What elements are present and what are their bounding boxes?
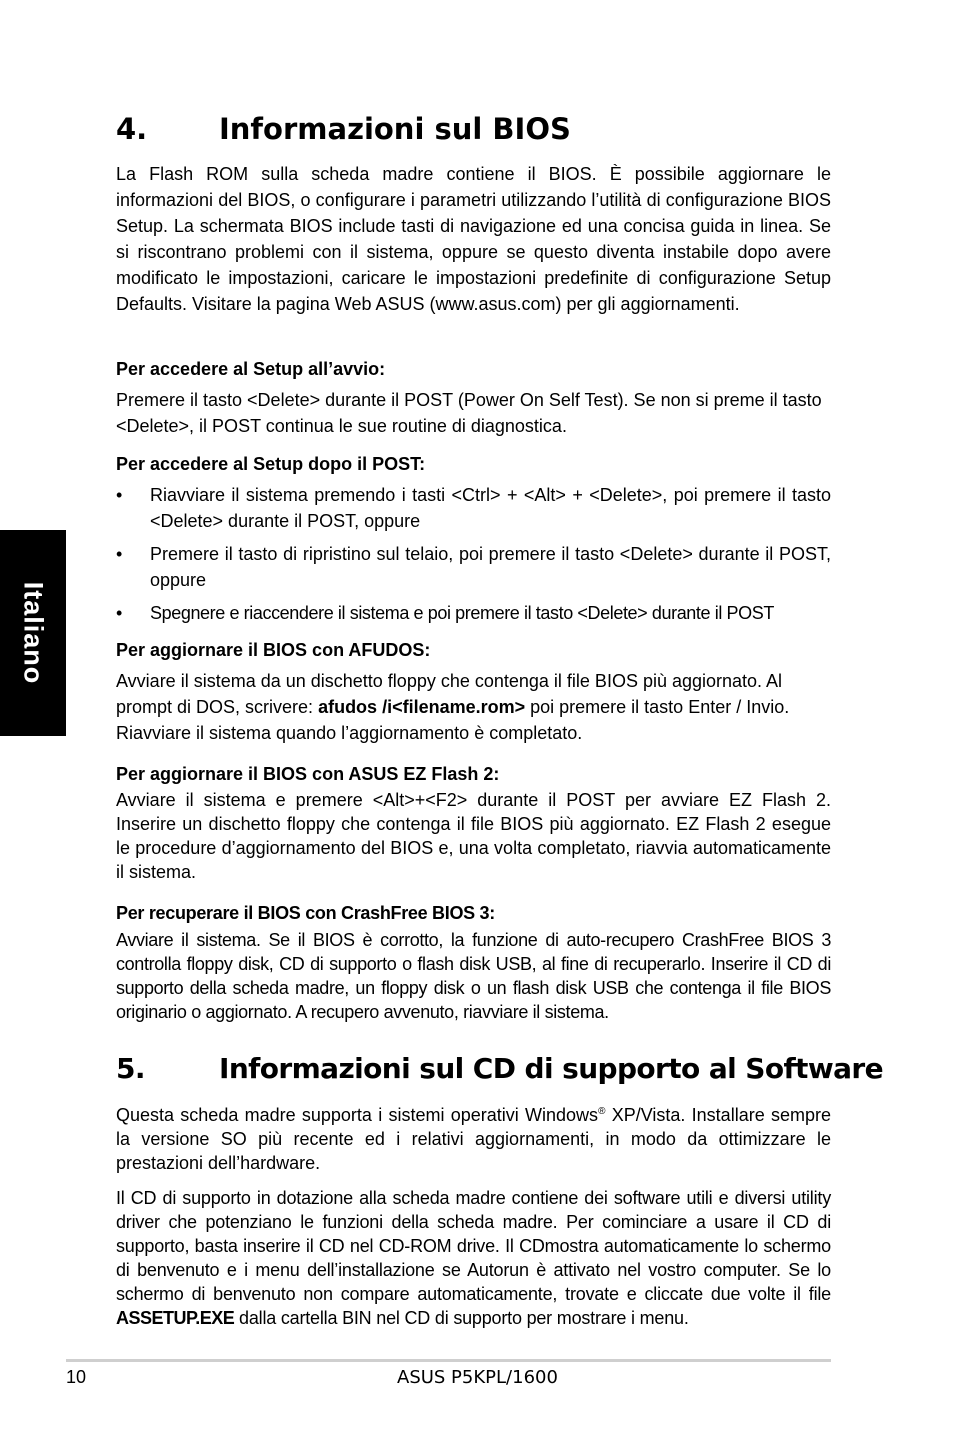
setup-boot-text: Premere il tasto <Delete> durante il POST (Power On Self Test). Se non si preme il tasto <Delete>, il POST continua le sue routine di diagnostica. xyxy=(116,390,822,436)
cd-para2-part-b: dalla cartella BIN nel CD di supporto per mostrare i menu. xyxy=(234,1308,689,1328)
footer-divider xyxy=(66,1359,831,1362)
assetup-filename: ASSETUP.EXE xyxy=(116,1308,235,1328)
afudos-heading: Per aggiornare il BIOS con AFUDOS: xyxy=(116,640,431,660)
afudos-command: afudos /i<filename.rom> xyxy=(318,697,526,717)
ezflash-heading: Per aggiornare il BIOS con ASUS EZ Flash 2: xyxy=(116,764,500,784)
setup-after-post-heading: Per accedere al Setup dopo il POST: xyxy=(116,454,426,474)
list-item-text: Spegnere e riaccendere il sistema e poi premere il tasto <Delete> durante il POST xyxy=(150,603,774,623)
afudos-text-part-1: Avviare il sistema da un dischetto floppy che contenga il file BIOS più aggiornato. Al prompt di DOS, scrivere: xyxy=(116,671,783,717)
language-tab-label: Italiano xyxy=(18,581,49,685)
ezflash-text: Avviare il sistema e premere <Alt>+<F2> durante il POST per avviare EZ Flash 2. Inserire un dischetto floppy che contenga il file BIOS più aggiornato. EZ Flash 2 esegue le procedure d’aggiornamento del BIOS e, una volta completato, riavvia automaticamente il sistema. xyxy=(116,790,831,882)
cd-para1-part-a: Questa scheda madre supporta i sistemi operativi Windows xyxy=(116,1105,599,1125)
list-item-text: Premere il tasto di ripristino sul telaio, poi premere il tasto <Delete> durante il POST, oppure xyxy=(150,544,831,590)
section-5-title: Informazioni sul CD di supporto al Software xyxy=(219,1052,884,1085)
list-item: • Spegnere e riaccendere il sistema e poi premere il tasto <Delete> durante il POST xyxy=(116,603,774,623)
setup-after-post-list xyxy=(116,482,831,626)
list-item: • Riavviare il sistema premendo i tasti <Ctrl> + <Alt> + <Delete>, poi premere il tasto <Delete> durante il POST, oppure xyxy=(116,485,831,531)
crashfree-heading: Per recuperare il BIOS con CrashFree BIOS 3: xyxy=(116,903,495,923)
list-item: • Premere il tasto di ripristino sul telaio, poi premere il tasto <Delete> durante il POST, oppure xyxy=(116,544,831,590)
product-model: ASUS P5KPL/1600 xyxy=(397,1367,558,1388)
section-4-title: Informazioni sul BIOS xyxy=(219,112,571,146)
cd-support-paragraph-1 xyxy=(116,1100,831,1175)
afudos-text-part-2: poi premere il tasto Enter / Invio. Riavviare il sistema quando l’aggiornamento è completato. xyxy=(116,697,790,743)
registered-mark: ® xyxy=(598,1106,606,1117)
section-5-number: 5. xyxy=(116,1052,145,1085)
setup-boot-heading: Per accedere al Setup all’avvio: xyxy=(116,359,386,379)
bios-intro-paragraph: La Flash ROM sulla scheda madre contiene il BIOS. È possibile aggiornare le informazioni del BIOS, o configurare i parametri utilizzando l’utilità di configurazione BIOS Setup. La schermata BIOS include tasti di navigazione ed una concisa guida in linea. Se si riscontrano problemi con il sistema, oppure se questo diventa instabile dopo avere modificato le impostazioni, caricare le impostazioni predefinite di configurazione Setup Defaults. Visitare la pagina Web ASUS (www.asus.com) per gli aggiornamenti. xyxy=(116,164,831,314)
cd-para2-part-a: Il CD di supporto in dotazione alla scheda madre contiene dei software utili e diversi utility driver che potenziano le funzioni della scheda madre. Per cominciare a usare il CD di supporto, basta inserire il CD nel CD-ROM drive. Il CDmostra automaticamente lo schermo di benvenuto e i menu dell’installazione se Autorun è attivato nel vostro computer. Se lo schermo di benvenuto non compare automaticamente, trovate e cliccate due volte il file xyxy=(116,1188,831,1304)
page-number: 10 xyxy=(66,1367,87,1387)
afudos-text xyxy=(116,668,831,746)
cd-support-paragraph-2 xyxy=(116,1186,831,1330)
section-5-heading xyxy=(116,1052,883,1085)
section-4-heading xyxy=(116,112,571,146)
cd-para1-part-b: XP/Vista. Installare sempre la versione SO più recente ed i relativi aggiornamenti, in modo da ottimizzare le prestazioni dell’hardware. xyxy=(116,1105,831,1173)
list-item-text: Riavviare il sistema premendo i tasti <Ctrl> + <Alt> + <Delete>, poi premere il tasto <Delete> durante il POST, oppure xyxy=(150,485,831,531)
section-4-number: 4. xyxy=(116,112,148,146)
language-tab xyxy=(0,530,66,736)
crashfree-text: Avviare il sistema. Se il BIOS è corrotto, la funzione di auto-recupero CrashFree BIOS 3 controlla floppy disk, CD di supporto o flash disk USB, al fine di recuperarlo. Inserire il CD di supporto della scheda madre, un floppy disk o un flash disk USB che contenga il file BIOS originario o aggiornato. A recupero avvenuto, riavviare il sistema. xyxy=(116,930,831,1022)
